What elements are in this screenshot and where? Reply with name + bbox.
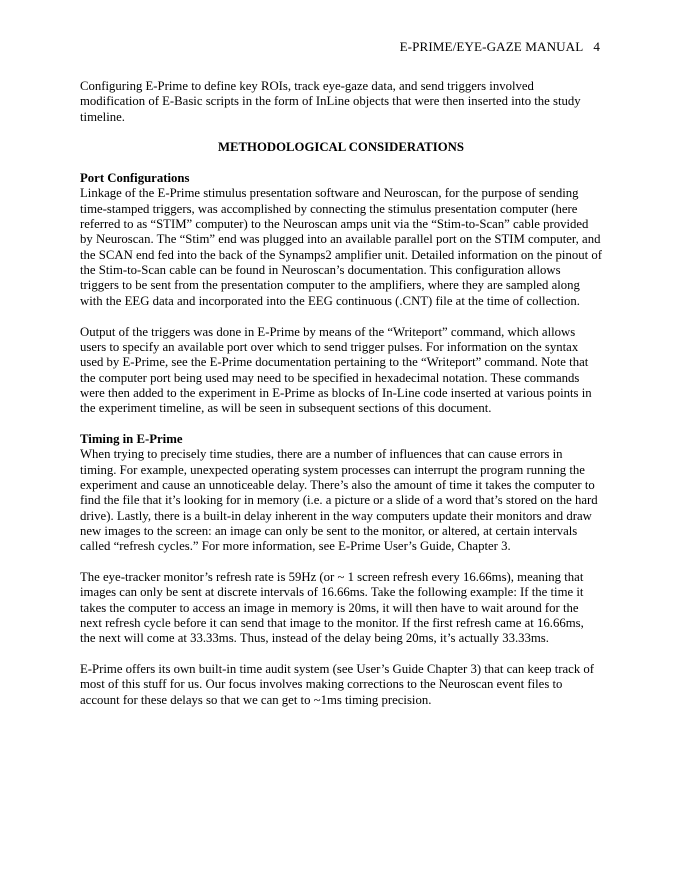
running-head: [400, 39, 600, 55]
timing-paragraph-3: E-Prime offers its own built-in time audit system (see User’s Guide Chapter 3) that can keep track of most of this stuff for us. Our focus involves making corrections to the Neuroscan event files to account for these delays so that we can get to ~1ms timing precision.: [80, 662, 594, 707]
section-heading-methodological: METHODOLOGICAL CONSIDERATIONS: [218, 140, 464, 155]
timing-heading: Timing in E-Prime: [80, 431, 183, 446]
port-configurations-paragraph-1: Linkage of the E-Prime stimulus presentation software and Neuroscan, for the purpose of sending time-stamped triggers, was accomplished by connecting the stimulus presentation computer (here referred to as “STIM” computer) to the Neuroscan amps unit via the “Stim-to-Scan” cable provided by Neuroscan. The “Stim” end was plugged into an available parallel port on the STIM computer, and the SCAN end fed into the back of the Synamps2 amplifier unit. Detailed information on the pinout of the Stim-to-Scan cable can be found in Neuroscan’s documentation. This configuration allows triggers to be sent from the presentation computer to the amplifiers, where they are sampled along with the EEG data and incorporated into the EEG continuous (.CNT) file at the time of collection.: [80, 186, 602, 308]
intro-paragraph: Configuring E-Prime to define key ROIs, track eye-gaze data, and send triggers involved modification of E-Basic scripts in the form of InLine objects that were then inserted into the study timeline.: [80, 79, 581, 124]
running-head-title: E-PRIME/EYE-GAZE MANUAL: [399, 39, 584, 54]
timing-paragraph-2: The eye-tracker monitor’s refresh rate is 59Hz (or ~ 1 screen refresh every 16.66ms), meaning that images can only be sent at discrete intervals of 16.66ms. Take the following example: If the time it takes the computer to access an image in memory is 20ms, it will then have to wait around for the next refresh cycle before it can send that image to the monitor. If the first refresh came at 16.66ms, the next will come at 33.33ms. Thus, instead of the delay being 20ms, it’s actually 33.33ms.: [80, 570, 584, 646]
port-configurations-paragraph-2: Output of the triggers was done in E-Prime by means of the “Writeport” command, which allows users to specify an available port over which to send trigger pulses. For information on the syntax used by E-Prime, see the E-Prime documentation pertaining to the “Writeport” command. Note that the computer port being used may need to be specified in hexadecimal notation. These commands were then added to the experiment in E-Prime as blocks of In-Line code inserted at various points in the experiment timeline, as will be seen in subsequent sections of this document.: [80, 324, 592, 416]
timing-section: [80, 432, 602, 555]
page-number: 4: [593, 39, 600, 54]
document-body: [80, 79, 602, 723]
port-configurations-heading: Port Configurations: [80, 171, 190, 186]
port-configurations-section: [80, 171, 602, 309]
timing-paragraph-1: When trying to precisely time studies, there are a number of influences that can cause errors in timing. For example, unexpected operating system processes can interrupt the program running the experiment and cause an unnoticeable delay. There’s also the amount of time it takes the computer to find the file that it’s looking for in memory (i.e. a picture or a slide of a word that’s stored on the hard drive). Lastly, there is a built-in delay inherent in the way computers update their monitors and draw new images to the screen: an image can only be sent to the monitor, or altered, at certain intervals called “refresh cycles.” For more information, see E-Prime User’s Guide, Chapter 3.: [80, 447, 598, 554]
